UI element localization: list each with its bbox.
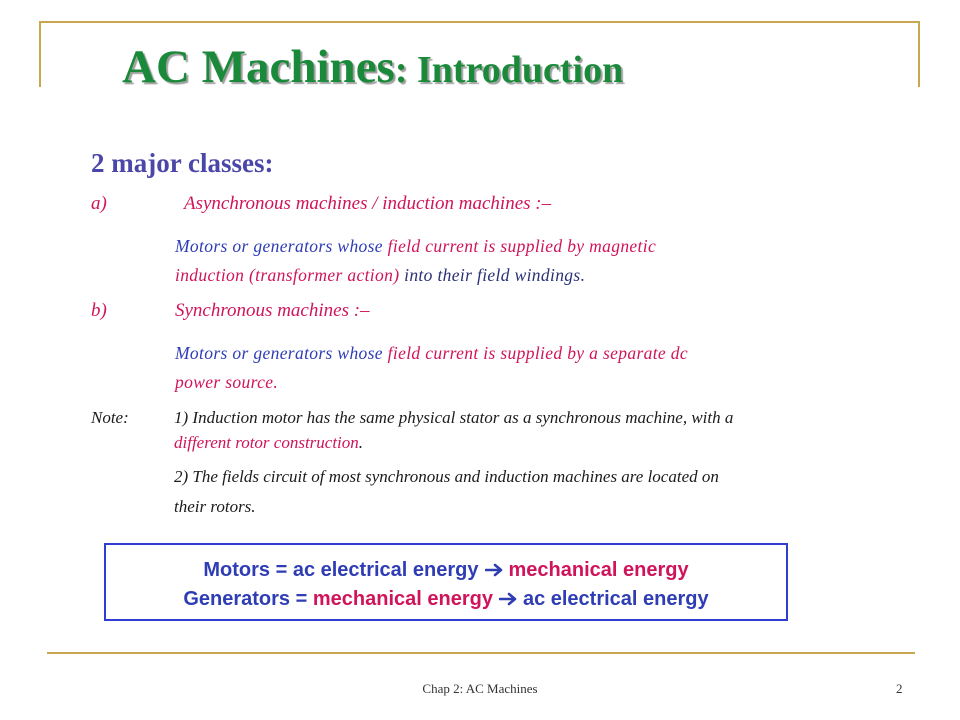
- item-a-marker: a): [91, 193, 107, 214]
- item-b-desc-line2: power source.: [175, 372, 279, 392]
- energy-summary-box: [104, 543, 788, 621]
- item-b-title: Synchronous machines :–: [175, 300, 370, 321]
- frame-right-line: [918, 21, 920, 87]
- footer-text: Chap 2: AC Machines: [422, 681, 538, 696]
- right-arrow-icon: [493, 588, 523, 610]
- frame-top-line: [40, 21, 920, 23]
- frame-bottom-line: [47, 652, 915, 654]
- generators-row: [106, 588, 786, 611]
- generators-output: ac electrical energy: [522, 588, 709, 610]
- note-2-line2: their rotors.: [174, 497, 256, 516]
- note-2-line1: 2) The fields circuit of most synchronous and induction machines are located on: [174, 467, 719, 486]
- title-sub: : Introduction: [394, 49, 624, 91]
- item-a-desc-line1: [175, 236, 656, 257]
- item-a-desc-part2: field current is supplied by magnetic: [387, 236, 657, 256]
- note-1-period: .: [358, 433, 364, 452]
- item-b-desc-part1: Motors or generators whose: [175, 343, 388, 363]
- motors-label: Motors =: [203, 559, 293, 581]
- right-arrow-icon: [479, 559, 509, 581]
- note-1-line1: 1) Induction motor has the same physical stator as a synchronous machine, with a: [174, 408, 734, 427]
- item-b-marker: b): [91, 300, 107, 321]
- item-b-desc-line1: [175, 343, 688, 364]
- note-1-emphasis: different rotor construction: [174, 433, 359, 452]
- frame-left-line: [39, 21, 41, 87]
- item-a-desc-line2: [175, 265, 585, 286]
- section-heading: 2 major classes:: [91, 148, 274, 178]
- title-main: AC Machines: [122, 41, 395, 93]
- note-label: Note:: [91, 408, 129, 427]
- motors-row: [106, 559, 786, 582]
- generators-label: Generators =: [183, 588, 313, 610]
- item-a-title: Asynchronous machines / induction machines :–: [184, 193, 552, 214]
- motors-output: mechanical energy: [508, 559, 689, 581]
- item-a-desc-part1: Motors or generators whose: [175, 236, 388, 256]
- page-number: 2: [896, 681, 903, 696]
- generators-input: mechanical energy: [312, 588, 493, 610]
- item-a-desc-line2-part1: induction (transformer action): [175, 265, 405, 285]
- item-a-desc-line2-part2: into their field windings.: [404, 265, 586, 285]
- item-b-desc-part2: field current is supplied by a separate dc: [387, 343, 688, 363]
- motors-input: ac electrical energy: [292, 559, 479, 581]
- page-title: [122, 41, 624, 93]
- note-1-line2: [174, 433, 363, 453]
